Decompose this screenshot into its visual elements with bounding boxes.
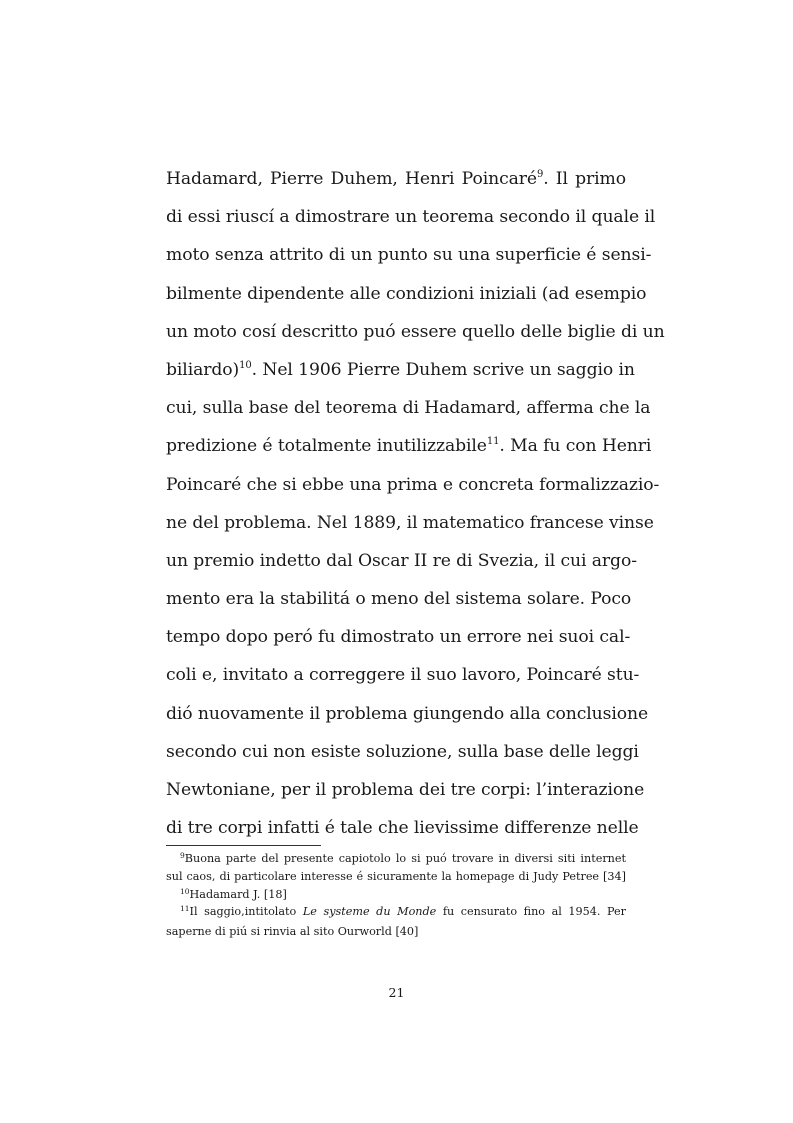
- text-line: Newtoniane, per il problema dei tre corpi: l’interazione: [166, 780, 645, 800]
- footnote-10: $^{10}$Hadamard J. [18]: [180, 887, 287, 901]
- text-line: cui, sulla base del teorema di Hadamard, afferma che la: [166, 398, 651, 419]
- footnote-11: $^{11}$Il saggio,intitolato Le systeme du Monde fu censurato fino al 1954. Per: [180, 904, 626, 918]
- footnotes: [166, 847, 626, 944]
- footnote-ref[interactable]: 11: [486, 436, 500, 448]
- text-line: di essi riuscí a dimostrare un teorema secondo il quale il: [166, 207, 656, 228]
- text-line: ne del problema. Nel 1889, il matematico francese vinse: [166, 512, 654, 533]
- text-line: secondo cui non esiste soluzione, sulla base delle leggi: [166, 741, 639, 762]
- text-line: Poincaré che si ebbe una prima e concreta formalizzazio-: [166, 474, 660, 495]
- footnote-9: $^9$Buona parte del presente capiotolo lo si puó trovare in diversi siti internet: [180, 851, 626, 865]
- text-line: coli e, invitato a correggere il suo lavoro, Poincaré stu-: [166, 665, 640, 686]
- page-number: 21: [388, 985, 405, 1000]
- footnote-ref[interactable]: 10: [239, 359, 252, 371]
- text-line: bilmente dipendente alle condizioni iniziali (ad esempio: [166, 283, 647, 304]
- text-line: moto senza attrito di un punto su una superficie é sensi-: [166, 245, 652, 266]
- footnote-title: Le systeme du Monde: [302, 905, 437, 918]
- footnote-11-cont: saperne di piú si rinvia al sito Ourworld [40]: [166, 925, 419, 938]
- text-line: un premio indetto dal Oscar II re di Svezia, il cui argo-: [166, 550, 637, 571]
- text-line: un moto cosí descritto puó essere quello delle biglie di un: [166, 321, 665, 342]
- text-line: tempo dopo peró fu dimostrato un errore nei suoi cal-: [166, 627, 631, 648]
- text-line: biliardo)$^{10}$. Nel 1906 Pierre Duhem scrive un saggio in: [166, 359, 635, 380]
- text-line: mento era la stabilitá o meno del sistema solare. Poco: [166, 589, 632, 610]
- footnote-separator: [166, 845, 321, 846]
- main-text: [166, 160, 665, 847]
- text-line: di tre corpi infatti é tale che lievissime differenze nelle: [166, 818, 639, 839]
- footnote-9-cont: sul caos, di particolare interesse é sicuramente la homepage di Judy Petree [34]: [166, 870, 626, 883]
- text-line: dió nuovamente il problema giungendo alla conclusione: [166, 703, 649, 724]
- text-line: Hadamard, Pierre Duhem, Henri Poincaré$^9$. Il primo: [166, 169, 626, 189]
- footnote-ref[interactable]: 9: [536, 169, 544, 180]
- text-line: predizione é totalmente inutilizzabile$^{11}$. Ma fu con Henri: [166, 436, 652, 457]
